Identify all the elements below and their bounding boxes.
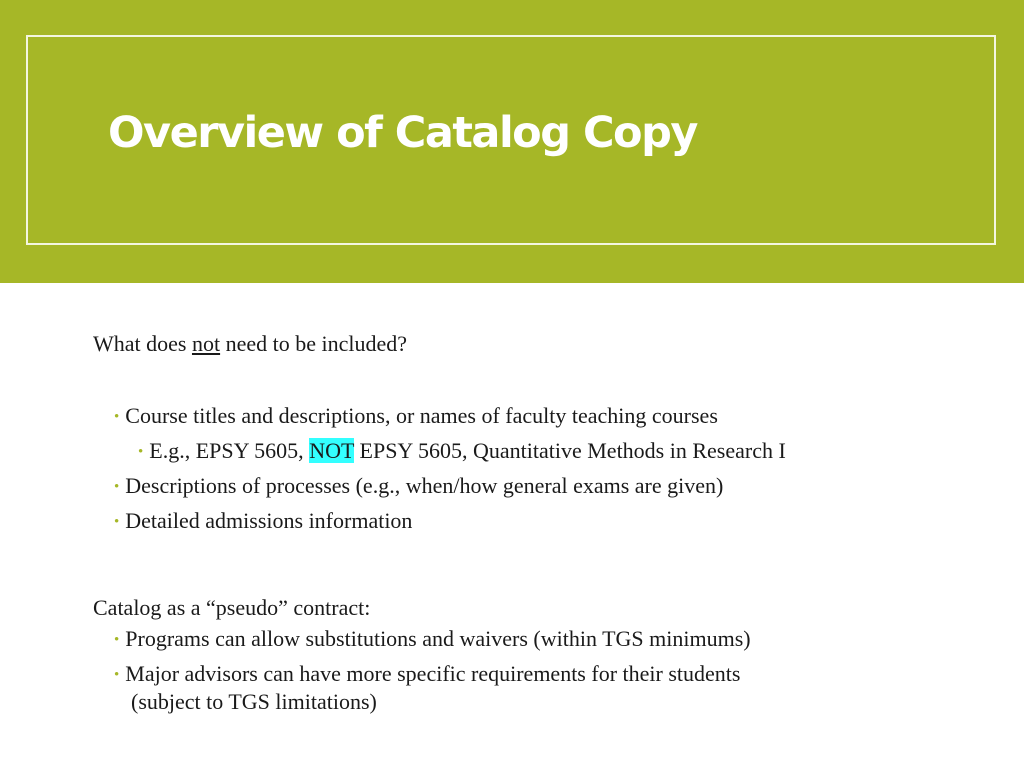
list-item-text: Detailed admissions information (125, 508, 413, 533)
sub-list-item (138, 437, 786, 466)
bullet-icon: • (114, 409, 120, 425)
bullet-icon: • (114, 632, 120, 648)
list-item (114, 507, 412, 536)
title-banner (0, 0, 1024, 283)
list-item-text: Course titles and descriptions, or names of faculty teaching courses (125, 403, 718, 428)
not-highlight: NOT (309, 438, 355, 463)
question-line (93, 330, 407, 358)
bullet-icon: • (138, 444, 144, 460)
subitem-pre: E.g., EPSY 5605, (149, 438, 310, 463)
section-heading: Catalog as a “pseudo” contract: (93, 595, 371, 620)
question-post: need to be included? (220, 331, 408, 356)
list-item-text: Descriptions of processes (e.g., when/how general exams are given) (125, 473, 724, 498)
bullet-icon: • (114, 514, 120, 530)
subitem-post: EPSY 5605, Quantitative Methods in Research I (354, 438, 786, 463)
list-item (114, 472, 723, 501)
list-item (114, 660, 740, 689)
list-item (114, 402, 718, 431)
question-pre: What does (93, 331, 192, 356)
list-item-text: Major advisors can have more specific requirements for their students (125, 661, 741, 686)
bullet-icon: • (114, 667, 120, 683)
list-item (114, 625, 751, 654)
list-item-continuation: (subject to TGS limitations) (131, 689, 377, 714)
question-underlined: not (191, 331, 221, 356)
slide-title: Overview of Catalog Copy (108, 108, 697, 158)
bullet-icon: • (114, 479, 120, 495)
list-item-text: Programs can allow substitutions and waivers (within TGS minimums) (125, 626, 751, 651)
